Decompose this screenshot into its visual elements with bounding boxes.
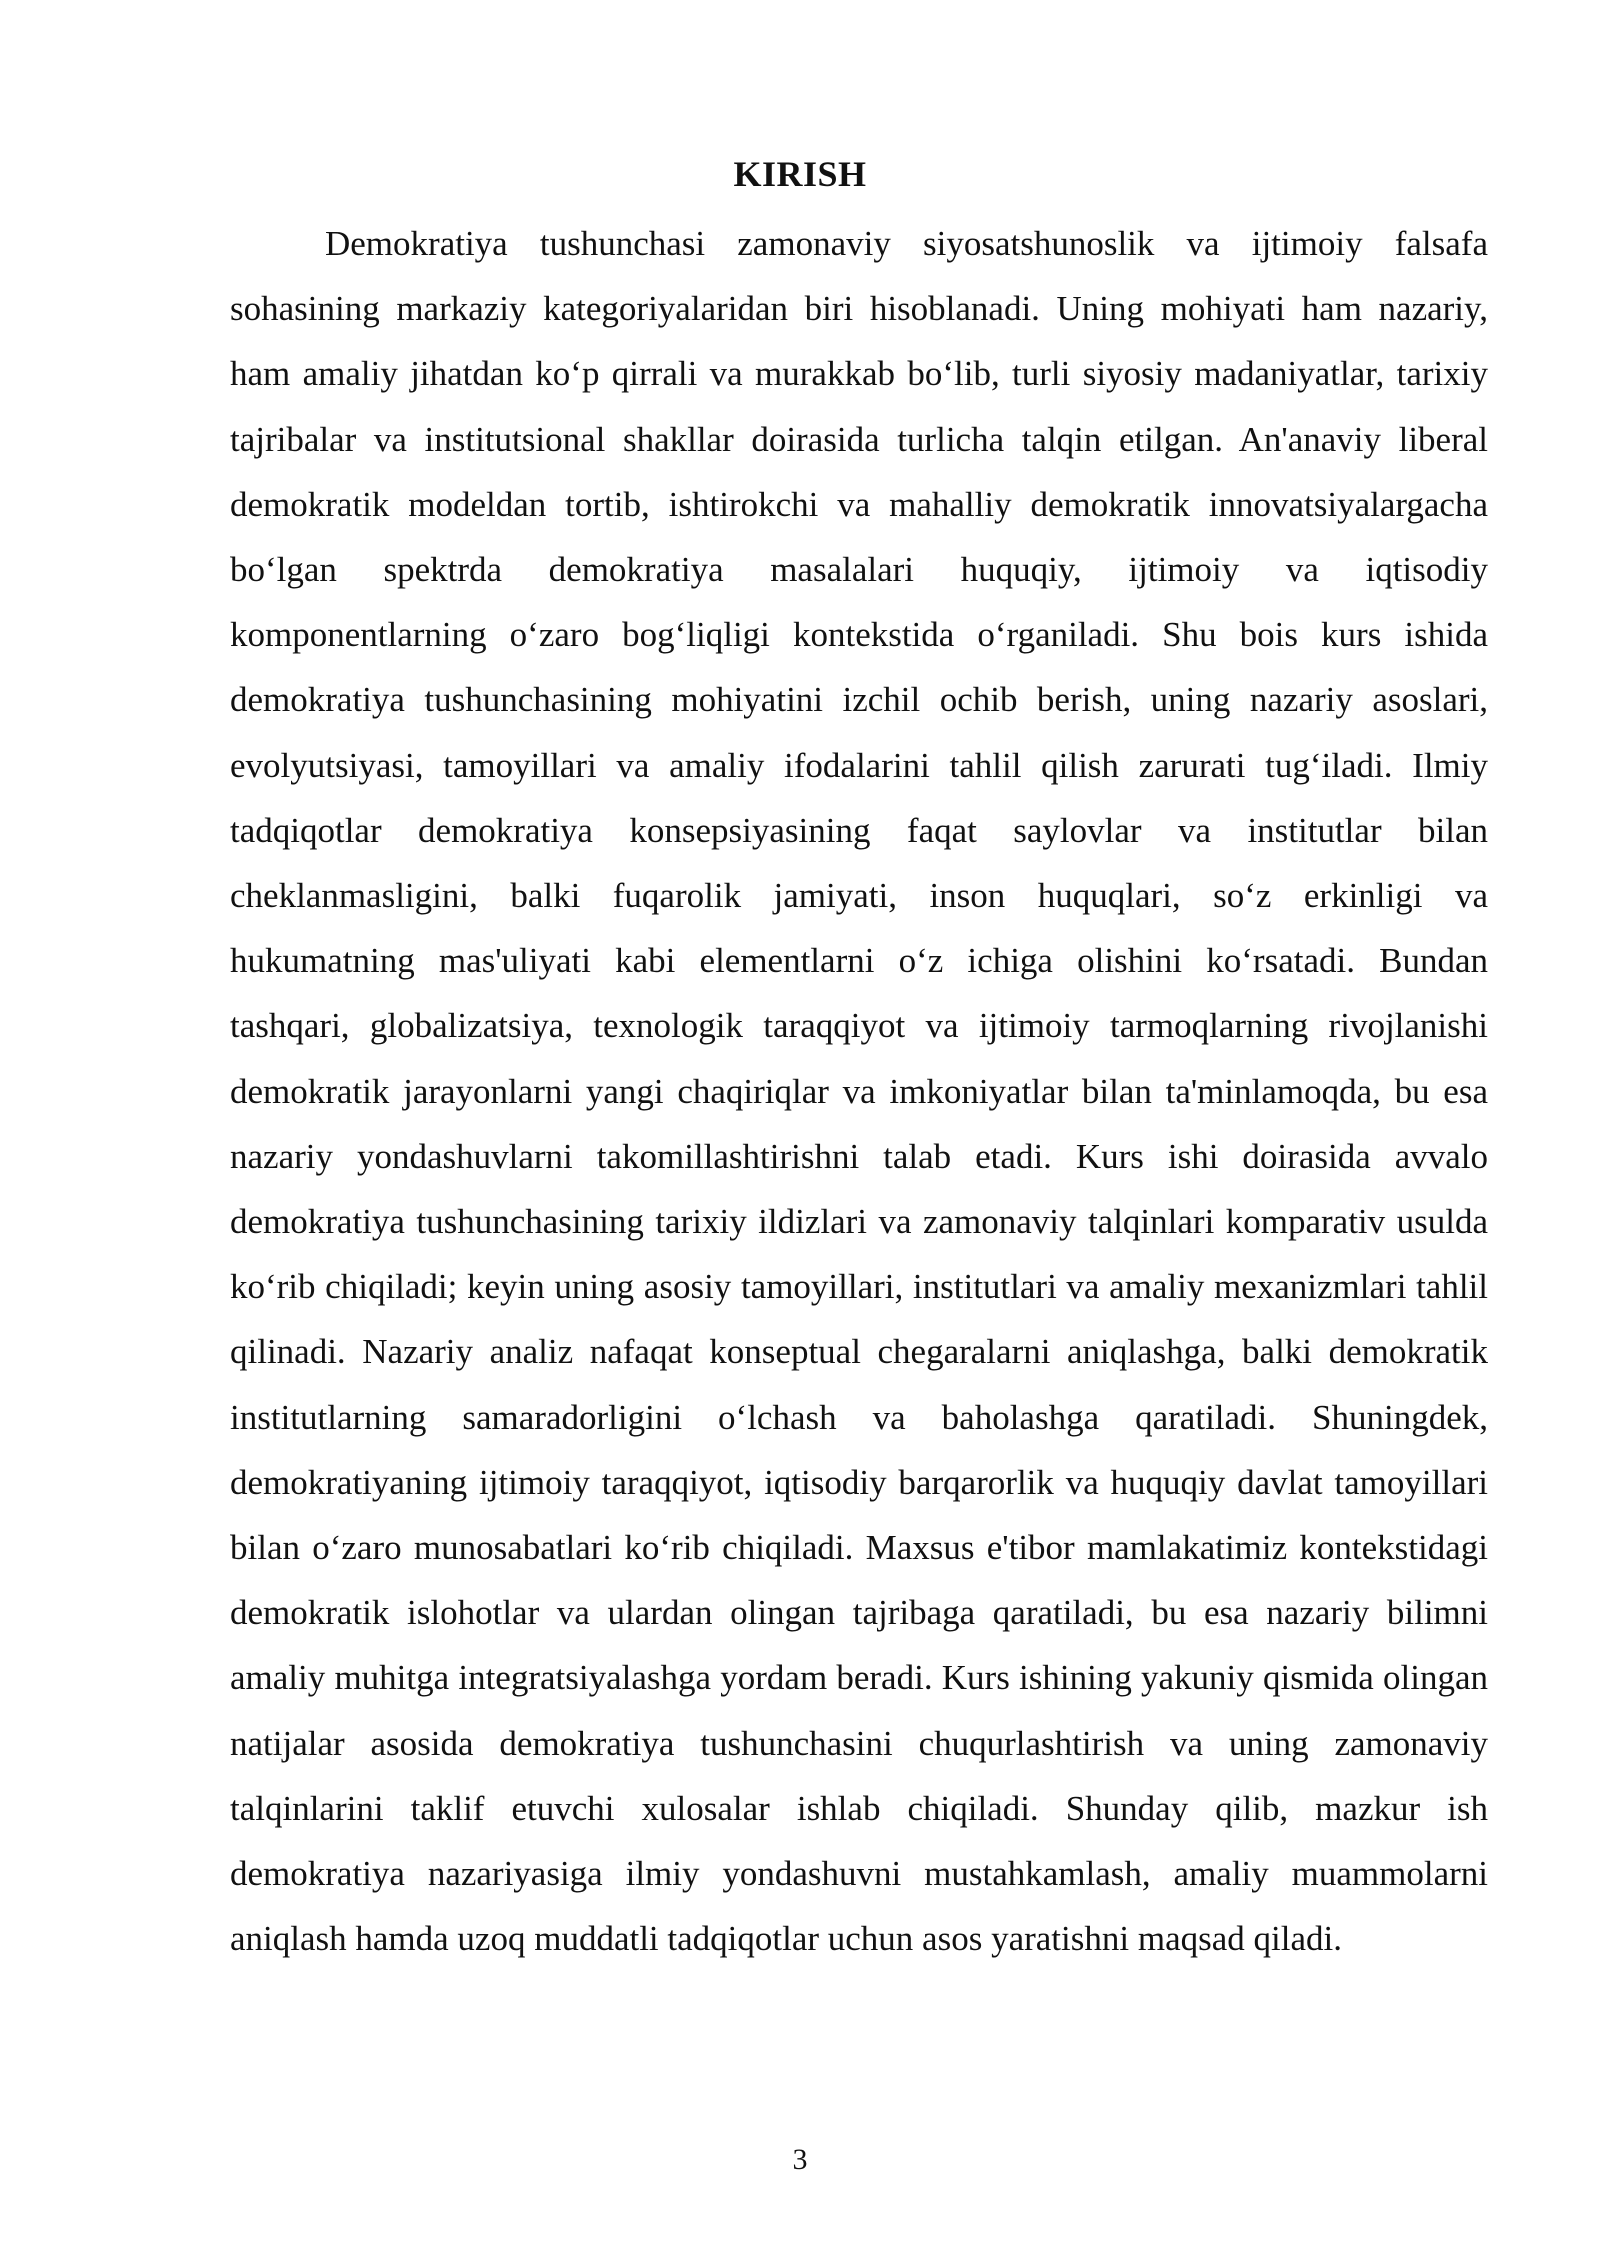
page-number: 3 [792,2143,808,2176]
body-paragraph: Demokratiya tushunchasi zamonaviy siyosatshunoslik va ijtimoiy falsafa sohasining markaziy kategoriyalaridan biri hisoblanadi. Uning mohiyati ham nazariy, ham amaliy jihatdan ko‘p qirrali va murakkab bo‘lib, turli siyosiy madaniyatlar, tarixiy tajribalar va institutsional shakllar doirasida turlicha talqin etilgan. An'anaviy liberal demokratik modeldan tortib, ishtirokchi va mahalliy demokratik innovatsiyalargacha bo‘lgan spektrda demokratiya masalalari huquqiy, ijtimoiy va iqtisodiy komponentlarning o‘zaro bog‘liqligi kontekstida o‘rganiladi. Shu bois kurs ishida demokratiya tushunchasining mohiyatini izchil ochib berish, uning nazariy asoslari, evolyutsiyasi, tamoyillari va amaliy ifodalarini tahlil qilish zarurati tug‘iladi. Ilmiy tadqiqotlar demokratiya konsepsiyasining faqat saylovlar va institutlar bilan cheklanmasligini, balki fuqarolik jamiyati, inson huquqlari, so‘z erkinligi va hukumatning mas'uliyati kabi elementlarni o‘z ichiga olishini ko‘rsatadi. Bundan tashqari, globalizatsiya, texnologik taraqqiyot va ijtimoiy tarmoqlarning rivojlanishi demokratik jarayonlarni yangi chaqiriqlar va imkoniyatlar bilan ta'minlamoqda, bu esa nazariy yondashuvlarni takomillashtirishni talab etadi. Kurs ishi doirasida avvalo demokratiya tushunchasining tarixiy ildizlari va zamonaviy talqinlari komparativ usulda ko‘rib chiqiladi; keyin uning asosiy tamoyillari, institutlari va amaliy mexanizmlari tahlil qilinadi. Nazariy analiz nafaqat konseptual chegaralarni aniqlashga, balki demokratik institutlarning samaradorligini o‘lchash va baholashga qaratiladi. Shuningdek, demokratiyaning ijtimoiy taraqqiyot, iqtisodiy barqarorlik va huquqiy davlat tamoyillari bilan o‘zaro munosabatlari ko‘rib chiqiladi. Maxsus e'tibor mamlakatimiz kontekstidagi demokratik islohotlar va ulardan olingan tajribaga qaratiladi, bu esa nazariy bilimni amaliy muhitga integratsiyalashga yordam beradi. Kurs ishining yakuniy qismida olingan natijalar asosida demokratiya tushunchasini chuqurlashtirish va uning zamonaviy talqinlarini taklif etuvchi xulosalar ishlab chiqiladi. Shunday qilib, mazkur ish demokratiya nazariyasiga ilmiy yondashuvni mustahkamlash, amaliy muammolarni aniqlash hamda uzoq muddatli tadqiqotlar uchun asos yaratishni maqsad qiladi. [230,224,1488,1959]
section-heading: KIRISH [733,154,867,194]
